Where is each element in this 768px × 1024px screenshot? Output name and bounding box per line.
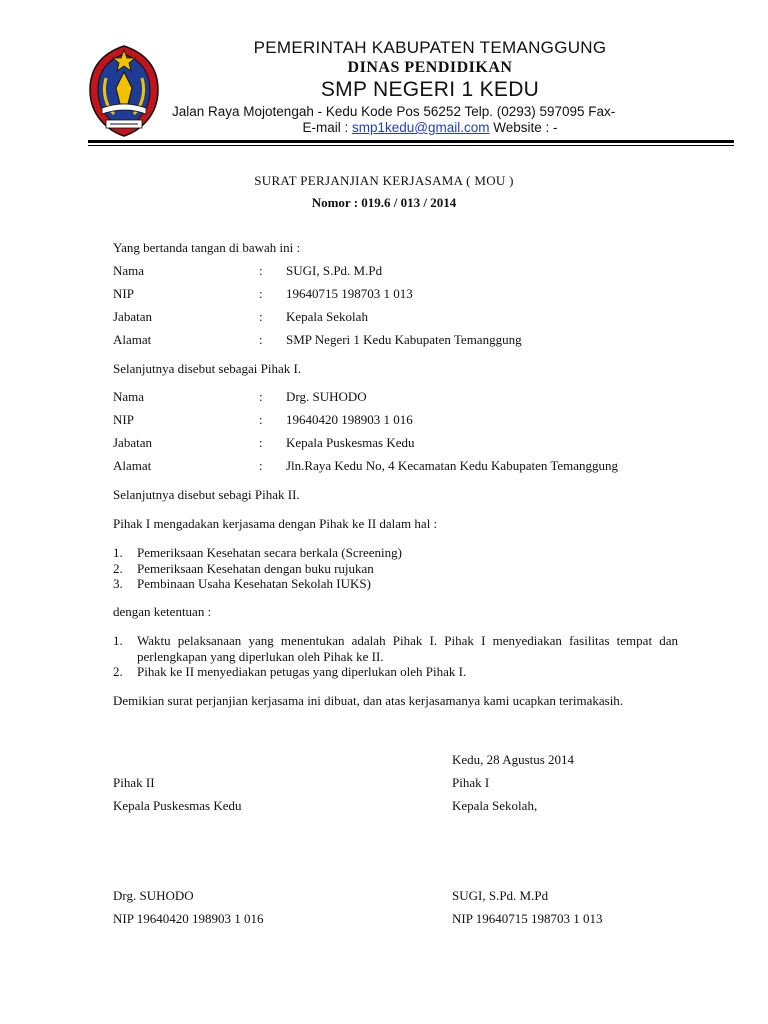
field-label: Nama: [113, 389, 145, 404]
field-separator: :: [259, 286, 263, 301]
document-number: Nomor : 019.6 / 013 / 2014: [311, 195, 457, 210]
field-label: NIP: [113, 412, 134, 427]
field-label: Nama: [113, 263, 145, 278]
email-label: E-mail :: [302, 120, 352, 135]
list-text: Pembinaan Usaha Kesehatan Sekolah IUKS): [137, 576, 371, 591]
place-date: Kedu, 28 Agustus 2014: [452, 752, 575, 767]
party1-name-row: [113, 263, 713, 281]
list-text: Pemeriksaan Kesehatan secara berkala (Screening): [137, 545, 402, 560]
party2-note: Selanjutnya disebut sebagi Pihak II.: [113, 487, 300, 502]
list-item: [113, 664, 678, 680]
field-separator: :: [259, 389, 263, 404]
list-text: Waktu pelaksanaan yang menentukan adalah Pihak I. Pihak I menyediakan fasilitas tempat dan perlengkapan yang diperlukan oleh Pihak ke II.: [137, 633, 678, 664]
list-item: [113, 576, 678, 592]
email-link[interactable]: smp1kedu@gmail.com: [351, 120, 490, 135]
field-value: 19640715 198703 1 013: [286, 286, 413, 301]
party2-position-row: [113, 435, 713, 453]
signature-left-name: Drg. SUHODO: [113, 888, 194, 903]
letterhead-address: Jalan Raya Mojotengah - Kedu Kode Pos 56252 Telp. (0293) 597095 Fax-: [172, 104, 616, 119]
letterhead-department: DINAS PENDIDIKAN: [347, 59, 513, 76]
party1-note: Selanjutnya disebut sebagai Pihak I.: [113, 361, 302, 376]
signature-left-nip: NIP 19640420 198903 1 016: [113, 911, 264, 926]
closing-paragraph: Demikian surat perjanjian kerjasama ini dibuat, dan atas kerjasamanya kami ucapkan terimakasih.: [113, 693, 624, 708]
party1-address-row: [113, 332, 713, 350]
signature-right-role: Kepala Sekolah,: [452, 798, 538, 813]
list-text: Pemeriksaan Kesehatan dengan buku rujukan: [137, 560, 374, 576]
field-value: 19640420 198903 1 016: [286, 412, 413, 427]
list-text: Pihak ke II menyediakan petugas yang diperlukan oleh Pihak I.: [137, 664, 467, 679]
terms-intro: dengan ketentuan :: [113, 604, 212, 619]
field-value: Kepala Sekolah: [286, 309, 368, 324]
cooperation-intro: Pihak I mengadakan kerjasama dengan Pihak ke II dalam hal :: [113, 516, 438, 531]
letterhead-contact: [160, 120, 700, 135]
list-number: 1.: [113, 545, 123, 560]
letterhead-divider-thin: [88, 145, 734, 146]
letterhead-government: PEMERINTAH KABUPATEN TEMANGGUNG: [253, 38, 607, 57]
terms-list: [113, 633, 678, 680]
signature-right-name: SUGI, S.Pd. M.Pd: [452, 888, 549, 903]
website-label: Website : -: [489, 120, 558, 135]
field-label: Alamat: [113, 332, 152, 347]
list-item: [113, 561, 678, 577]
field-label: Alamat: [113, 458, 152, 473]
field-value: Jln.Raya Kedu No, 4 Kecamatan Kedu Kabupaten Temanggung: [286, 458, 619, 473]
document-title: SURAT PERJANJIAN KERJASAMA ( MOU ): [254, 173, 514, 188]
field-separator: :: [259, 309, 263, 324]
intro-text: Yang bertanda tangan di bawah ini :: [113, 240, 301, 255]
signature-right-party: Pihak I: [452, 775, 490, 790]
field-separator: :: [259, 412, 263, 427]
field-label: NIP: [113, 286, 134, 301]
field-value: Kepala Puskesmas Kedu: [286, 435, 415, 450]
field-value: SUGI, S.Pd. M.Pd: [286, 263, 383, 278]
cooperation-list: [113, 545, 678, 592]
party1-position-row: [113, 309, 713, 327]
signature-left-role: Kepala Puskesmas Kedu: [113, 798, 242, 813]
list-number: 3.: [113, 576, 123, 591]
party2-name-row: [113, 389, 713, 407]
field-separator: :: [259, 458, 263, 473]
field-separator: :: [259, 263, 263, 278]
list-item: [113, 633, 678, 664]
letterhead-school-name: SMP NEGERI 1 KEDU: [320, 78, 540, 101]
list-item: [113, 545, 678, 561]
field-separator: :: [259, 332, 263, 347]
party2-nip-row: [113, 412, 713, 430]
field-label: Jabatan: [113, 435, 152, 450]
signature-left-party: Pihak II: [113, 775, 155, 790]
list-number: 2.: [113, 664, 123, 679]
field-label: Jabatan: [113, 309, 152, 324]
signature-right-nip: NIP 19640715 198703 1 013: [452, 911, 603, 926]
list-number: 1.: [113, 633, 123, 648]
list-number: 2.: [113, 560, 123, 576]
temanggung-crest-icon: [84, 42, 164, 138]
field-separator: :: [259, 435, 263, 450]
party1-nip-row: [113, 286, 713, 304]
field-value: SMP Negeri 1 Kedu Kabupaten Temanggung: [286, 332, 522, 347]
party2-address-row: [113, 458, 713, 476]
field-value: Drg. SUHODO: [286, 389, 367, 404]
letterhead-divider-thick: [88, 140, 734, 143]
